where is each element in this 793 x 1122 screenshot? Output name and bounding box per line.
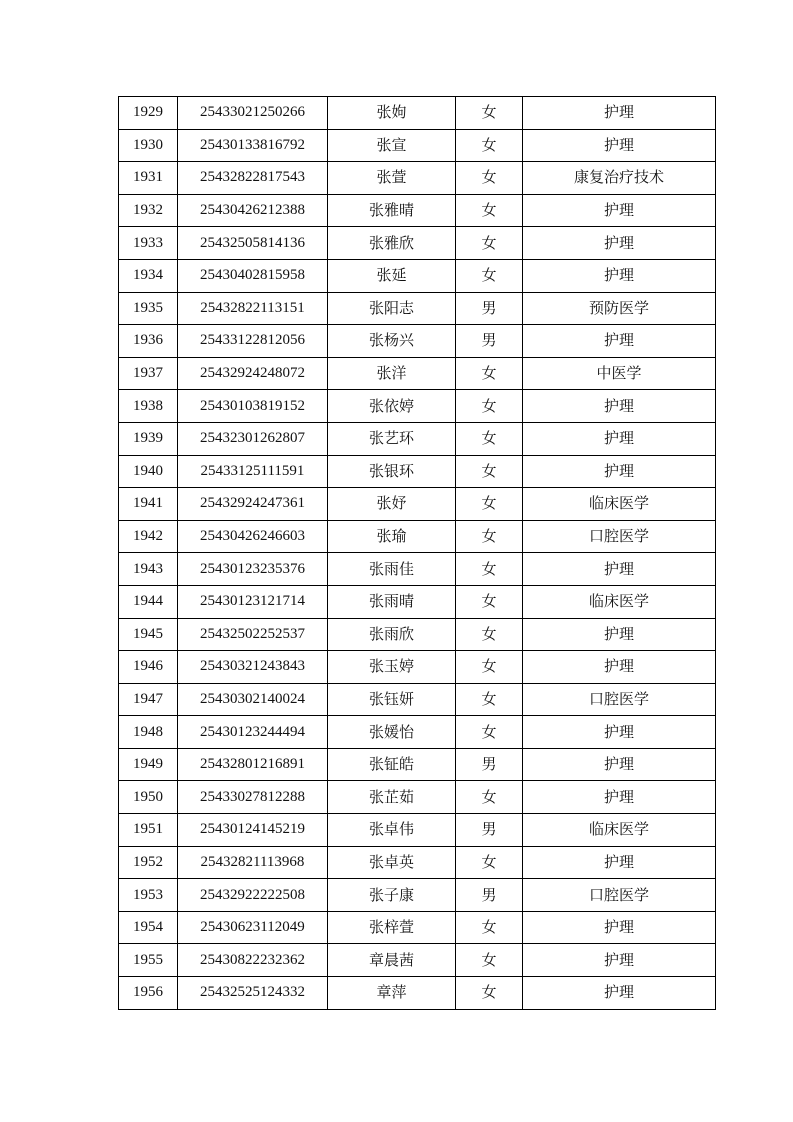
student-roster-table (118, 96, 716, 1010)
candidate-id-cell: 25430103819152 (178, 390, 328, 423)
gender-cell: 女 (456, 455, 523, 488)
gender-cell: 女 (456, 683, 523, 716)
gender-cell: 男 (456, 325, 523, 358)
student-name-cell: 张钲皓 (328, 748, 456, 781)
serial-number-cell: 1937 (119, 357, 178, 390)
student-name-cell: 张雅晴 (328, 194, 456, 227)
student-name-cell: 章晨茜 (328, 944, 456, 977)
gender-cell: 女 (456, 422, 523, 455)
table-row (119, 325, 716, 358)
gender-cell: 女 (456, 162, 523, 195)
student-name-cell: 张芷茹 (328, 781, 456, 814)
gender-cell: 女 (456, 259, 523, 292)
major-cell: 中医学 (523, 357, 716, 390)
student-name-cell: 张姁 (328, 97, 456, 130)
candidate-id-cell: 25430124145219 (178, 814, 328, 847)
serial-number-cell: 1932 (119, 194, 178, 227)
table-row (119, 390, 716, 423)
student-name-cell: 张妤 (328, 488, 456, 521)
gender-cell: 女 (456, 129, 523, 162)
major-cell: 护理 (523, 618, 716, 651)
gender-cell: 女 (456, 520, 523, 553)
student-name-cell: 张钰妍 (328, 683, 456, 716)
table-row (119, 194, 716, 227)
serial-number-cell: 1934 (119, 259, 178, 292)
candidate-id-cell: 25433021250266 (178, 97, 328, 130)
candidate-id-cell: 25430623112049 (178, 911, 328, 944)
gender-cell: 女 (456, 553, 523, 586)
gender-cell: 男 (456, 879, 523, 912)
serial-number-cell: 1943 (119, 553, 178, 586)
candidate-id-cell: 25433122812056 (178, 325, 328, 358)
major-cell: 口腔医学 (523, 879, 716, 912)
major-cell: 护理 (523, 651, 716, 684)
major-cell: 护理 (523, 129, 716, 162)
serial-number-cell: 1935 (119, 292, 178, 325)
major-cell: 临床医学 (523, 488, 716, 521)
serial-number-cell: 1929 (119, 97, 178, 130)
major-cell: 护理 (523, 194, 716, 227)
serial-number-cell: 1942 (119, 520, 178, 553)
gender-cell: 女 (456, 716, 523, 749)
student-name-cell: 章萍 (328, 977, 456, 1010)
student-name-cell: 张玉婷 (328, 651, 456, 684)
table-row (119, 488, 716, 521)
student-name-cell: 张阳志 (328, 292, 456, 325)
serial-number-cell: 1936 (119, 325, 178, 358)
table-row (119, 814, 716, 847)
serial-number-cell: 1953 (119, 879, 178, 912)
student-name-cell: 张媛怡 (328, 716, 456, 749)
table-row (119, 553, 716, 586)
serial-number-cell: 1944 (119, 585, 178, 618)
major-cell: 口腔医学 (523, 683, 716, 716)
gender-cell: 女 (456, 97, 523, 130)
student-name-cell: 张宣 (328, 129, 456, 162)
candidate-id-cell: 25430822232362 (178, 944, 328, 977)
gender-cell: 女 (456, 651, 523, 684)
gender-cell: 女 (456, 488, 523, 521)
major-cell: 护理 (523, 716, 716, 749)
major-cell: 护理 (523, 259, 716, 292)
major-cell: 临床医学 (523, 585, 716, 618)
gender-cell: 男 (456, 814, 523, 847)
candidate-id-cell: 25433125111591 (178, 455, 328, 488)
table-row (119, 977, 716, 1010)
serial-number-cell: 1956 (119, 977, 178, 1010)
table-row (119, 162, 716, 195)
table-row (119, 259, 716, 292)
gender-cell: 男 (456, 292, 523, 325)
serial-number-cell: 1949 (119, 748, 178, 781)
gender-cell: 女 (456, 618, 523, 651)
major-cell: 护理 (523, 455, 716, 488)
table-row (119, 455, 716, 488)
candidate-id-cell: 25430426246603 (178, 520, 328, 553)
roster-body (119, 97, 716, 1010)
student-name-cell: 张银环 (328, 455, 456, 488)
student-name-cell: 张依婷 (328, 390, 456, 423)
student-name-cell: 张卓伟 (328, 814, 456, 847)
candidate-id-cell: 25432822113151 (178, 292, 328, 325)
serial-number-cell: 1940 (119, 455, 178, 488)
table-row (119, 357, 716, 390)
student-name-cell: 张子康 (328, 879, 456, 912)
student-name-cell: 张雨欣 (328, 618, 456, 651)
student-name-cell: 张杨兴 (328, 325, 456, 358)
table-row (119, 944, 716, 977)
major-cell: 护理 (523, 846, 716, 879)
student-name-cell: 张延 (328, 259, 456, 292)
major-cell: 临床医学 (523, 814, 716, 847)
candidate-id-cell: 25432301262807 (178, 422, 328, 455)
serial-number-cell: 1951 (119, 814, 178, 847)
gender-cell: 女 (456, 911, 523, 944)
serial-number-cell: 1941 (119, 488, 178, 521)
gender-cell: 女 (456, 357, 523, 390)
serial-number-cell: 1955 (119, 944, 178, 977)
serial-number-cell: 1954 (119, 911, 178, 944)
gender-cell: 男 (456, 748, 523, 781)
major-cell: 口腔医学 (523, 520, 716, 553)
serial-number-cell: 1952 (119, 846, 178, 879)
major-cell: 预防医学 (523, 292, 716, 325)
serial-number-cell: 1938 (119, 390, 178, 423)
major-cell: 护理 (523, 911, 716, 944)
student-name-cell: 张雅欣 (328, 227, 456, 260)
gender-cell: 女 (456, 846, 523, 879)
table-row (119, 781, 716, 814)
candidate-id-cell: 25432502252537 (178, 618, 328, 651)
candidate-id-cell: 25430402815958 (178, 259, 328, 292)
gender-cell: 女 (456, 977, 523, 1010)
candidate-id-cell: 25432525124332 (178, 977, 328, 1010)
candidate-id-cell: 25430123121714 (178, 585, 328, 618)
student-name-cell: 张萱 (328, 162, 456, 195)
candidate-id-cell: 25430302140024 (178, 683, 328, 716)
candidate-id-cell: 25432505814136 (178, 227, 328, 260)
serial-number-cell: 1947 (119, 683, 178, 716)
table-row (119, 97, 716, 130)
major-cell: 护理 (523, 325, 716, 358)
gender-cell: 女 (456, 390, 523, 423)
major-cell: 护理 (523, 553, 716, 586)
serial-number-cell: 1933 (119, 227, 178, 260)
major-cell: 护理 (523, 422, 716, 455)
major-cell: 护理 (523, 781, 716, 814)
serial-number-cell: 1946 (119, 651, 178, 684)
gender-cell: 女 (456, 194, 523, 227)
candidate-id-cell: 25430426212388 (178, 194, 328, 227)
student-name-cell: 张洋 (328, 357, 456, 390)
table-row (119, 585, 716, 618)
serial-number-cell: 1931 (119, 162, 178, 195)
table-row (119, 422, 716, 455)
major-cell: 康复治疗技术 (523, 162, 716, 195)
candidate-id-cell: 25432922222508 (178, 879, 328, 912)
serial-number-cell: 1939 (119, 422, 178, 455)
table-row (119, 651, 716, 684)
student-name-cell: 张雨晴 (328, 585, 456, 618)
gender-cell: 女 (456, 585, 523, 618)
candidate-id-cell: 25430133816792 (178, 129, 328, 162)
candidate-id-cell: 25432801216891 (178, 748, 328, 781)
gender-cell: 女 (456, 227, 523, 260)
major-cell: 护理 (523, 977, 716, 1010)
candidate-id-cell: 25430123235376 (178, 553, 328, 586)
serial-number-cell: 1948 (119, 716, 178, 749)
table-row (119, 748, 716, 781)
major-cell: 护理 (523, 944, 716, 977)
table-row (119, 846, 716, 879)
candidate-id-cell: 25432821113968 (178, 846, 328, 879)
table-row (119, 716, 716, 749)
major-cell: 护理 (523, 390, 716, 423)
major-cell: 护理 (523, 227, 716, 260)
table-row (119, 292, 716, 325)
table-row (119, 879, 716, 912)
student-name-cell: 张雨佳 (328, 553, 456, 586)
student-name-cell: 张卓英 (328, 846, 456, 879)
serial-number-cell: 1945 (119, 618, 178, 651)
student-name-cell: 张梓萱 (328, 911, 456, 944)
major-cell: 护理 (523, 748, 716, 781)
candidate-id-cell: 25432924247361 (178, 488, 328, 521)
table-row (119, 227, 716, 260)
candidate-id-cell: 25432924248072 (178, 357, 328, 390)
table-row (119, 618, 716, 651)
major-cell: 护理 (523, 97, 716, 130)
candidate-id-cell: 25430321243843 (178, 651, 328, 684)
serial-number-cell: 1950 (119, 781, 178, 814)
candidate-id-cell: 25432822817543 (178, 162, 328, 195)
student-name-cell: 张瑜 (328, 520, 456, 553)
gender-cell: 女 (456, 781, 523, 814)
table-row (119, 911, 716, 944)
table-row (119, 129, 716, 162)
student-name-cell: 张艺环 (328, 422, 456, 455)
candidate-id-cell: 25430123244494 (178, 716, 328, 749)
gender-cell: 女 (456, 944, 523, 977)
table-row (119, 683, 716, 716)
table-row (119, 520, 716, 553)
candidate-id-cell: 25433027812288 (178, 781, 328, 814)
serial-number-cell: 1930 (119, 129, 178, 162)
